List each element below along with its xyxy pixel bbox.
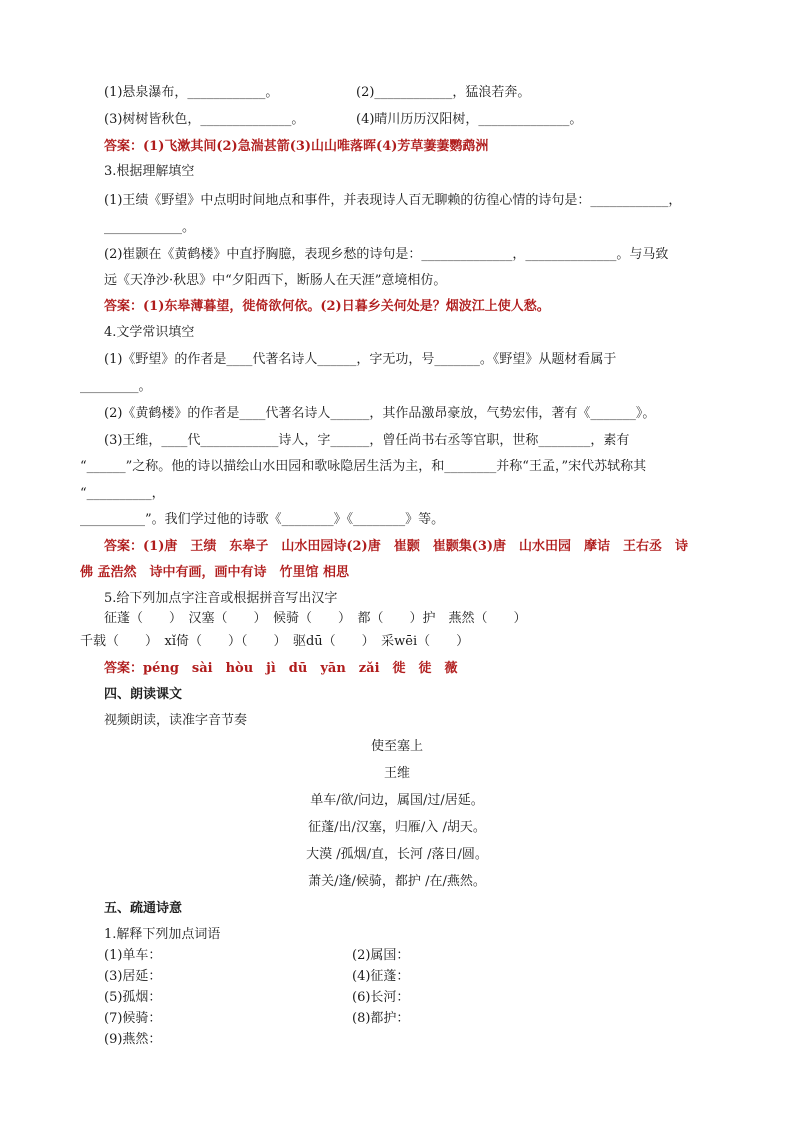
explain-item-8: (8)都护： [352, 1011, 410, 1026]
question-5-line-b: 千载（ ） xǐ倚（ ）（ ） 驱dū（ ） 采wēi（ ） [80, 634, 470, 649]
question-4-3-line-d: __________”。我们学过他的诗歌《________》《________》等。 [80, 512, 445, 527]
poem-author: 王维 [383, 766, 410, 781]
explain-item-5: (5)孤烟： [104, 990, 162, 1005]
poem-title: 使至塞上 [370, 739, 423, 754]
question-3-2-line-b: 远《天净沙·秋思》中“夕阳西下，断肠人在天涯”意境相仿。 [104, 273, 447, 288]
question-4-2: (2)《黄鹤楼》的作者是____代著名诗人______，其作品激昂豪放，气势宏伟，著有《_______》。 [104, 406, 656, 421]
poem-line-2: 征蓬/出/汉塞，归雁/入 /胡天。 [308, 820, 486, 835]
explain-item-6: (6)长河： [352, 990, 410, 1005]
section-heading-4: 4.文学常识填空 [104, 325, 195, 340]
answer-line-4b: 佛 孟浩然 诗中有画，画中有诗 竹里馆 相思 [80, 565, 350, 580]
question-4-1-line-b: _________。 [80, 379, 152, 394]
poem-line-4: 萧关/逢/候骑，都护 /在/燕然。 [308, 874, 486, 889]
read-note: 视频朗读，读准字音节奏 [104, 713, 248, 728]
explain-item-4: (4)征蓬： [352, 969, 410, 984]
fill-blank-q2: (2)____________，猛浪若奔。 [356, 85, 531, 100]
explain-heading: 1.解释下列加点词语 [104, 927, 221, 942]
explain-item-7: (7)候骑： [104, 1011, 162, 1026]
poem-line-3: 大漠 /孤烟/直，长河 /落日/圆。 [306, 847, 488, 862]
section-heading-read: 四、朗读课文 [104, 687, 183, 702]
section-heading-5: 5.给下列加点字注音或根据拼音写出汉字 [104, 591, 338, 606]
fill-blank-q4: (4)晴川历历汉阳树，______________。 [356, 112, 583, 127]
fill-blank-q1: (1)悬泉瀑布，____________。 [104, 85, 279, 100]
question-4-1-line-a: (1)《野望》的作者是____代著名诗人______，字无功，号_______。《野望》从题材看属于 [104, 352, 617, 367]
explain-item-2: (2)属国： [352, 948, 410, 963]
poem-line-1: 单车/欲/问边，属国/过/居延。 [310, 793, 484, 808]
question-4-3-line-a: (3)王维，____代____________诗人，字______，曾任尚书右丞等官职，世称________，素有 [104, 433, 630, 448]
question-4-3-line-c: “__________， [80, 486, 165, 501]
explain-item-1: (1)单车： [104, 948, 162, 963]
explain-item-9: (9)燕然： [104, 1032, 162, 1047]
explain-item-3: (3)居延： [104, 969, 162, 984]
answer-line-4a: 答案：(1)唐 王绩 东皋子 山水田园诗(2)唐 崔颢 崔颢集(3)唐 山水田园 摩诘 王右丞 诗 [104, 539, 689, 554]
answer-line-5: 答案：péng sài hòu jì dū yān zǎi 徙 徒 薇 [104, 661, 458, 676]
question-5-line-a: 征蓬（ ） 汉塞（ ） 候骑（ ） 都（ ）护 燕然（ ） [104, 611, 527, 626]
question-3-1-line-a: (1)王绩《野望》中点明时间地点和事件，并表现诗人百无聊赖的彷徨心情的诗句是：____________， [104, 193, 682, 208]
section-heading-3: 3.根据理解填空 [104, 164, 195, 179]
fill-blank-q3: (3)树树皆秋色，______________。 [104, 112, 305, 127]
answer-line-1: 答案：(1)飞漱其间(2)急湍甚箭(3)山山唯落晖(4)芳草萋萋鹦鹉洲 [104, 139, 489, 154]
section-heading-meaning: 五、疏通诗意 [104, 901, 183, 916]
question-3-1-line-b: ____________。 [104, 220, 196, 235]
question-3-2-line-a: (2)崔颢在《黄鹤楼》中直抒胸臆，表现乡愁的诗句是：______________，______________。与马致 [104, 247, 669, 262]
answer-line-3: 答案：(1)东皋薄暮望，徙倚欲何依。(2)日暮乡关何处是？烟波江上使人愁。 [104, 299, 550, 314]
question-4-3-line-b: “______”之称。他的诗以描绘山水田园和歌咏隐居生活为主，和________并称“王孟，”宋代苏轼称其 [80, 459, 647, 474]
